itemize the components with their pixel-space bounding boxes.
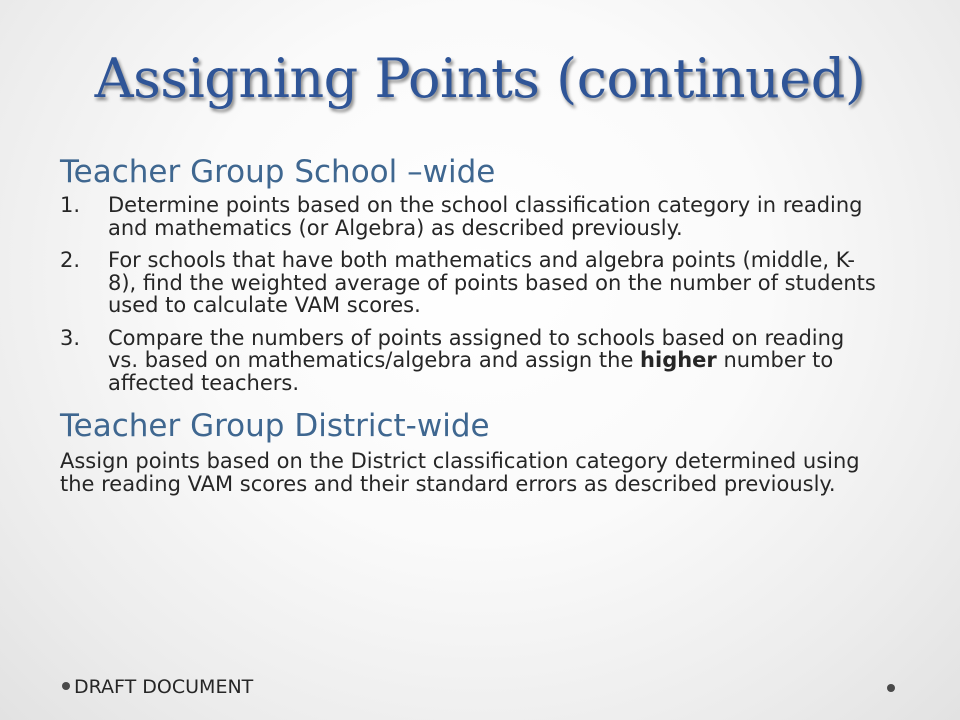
steps-list xyxy=(60,194,876,394)
section-heading-district-wide: Teacher Group District-wide xyxy=(60,408,490,444)
step-text-after: number to affected teachers. xyxy=(108,348,834,395)
district-paragraph: Assign points based on the District classification category determined using the reading VAM scores and their standard errors as described previously. xyxy=(60,449,860,496)
bullet-dot-icon xyxy=(62,682,70,690)
slide-content xyxy=(60,150,876,495)
corner-dot-icon xyxy=(887,684,895,692)
footer xyxy=(62,674,253,700)
step-number: 1. xyxy=(60,193,81,217)
step-text: For schools that have both mathematics and algebra points (middle, K-8), find the weighted average of points based on the number of students used to calculate VAM scores. xyxy=(108,248,876,317)
step-text-before: Compare the numbers of points assigned to schools based on reading vs. based on mathematics/algebra and assign the xyxy=(108,325,845,372)
step-item-1 xyxy=(60,194,876,239)
step-emphasis: higher xyxy=(640,348,717,372)
step-text: Determine points based on the school classification category in reading and mathematics (or Algebra) as described previously. xyxy=(108,193,863,240)
slide-title: Assigning Points (continued) xyxy=(94,47,866,110)
section-heading-school-wide: Teacher Group School –wide xyxy=(60,154,496,190)
step-number: 2. xyxy=(60,248,81,272)
step-item-2 xyxy=(60,249,876,317)
step-item-3 xyxy=(60,327,876,395)
footer-label: DRAFT DOCUMENT xyxy=(74,676,254,698)
step-number: 3. xyxy=(60,325,81,350)
